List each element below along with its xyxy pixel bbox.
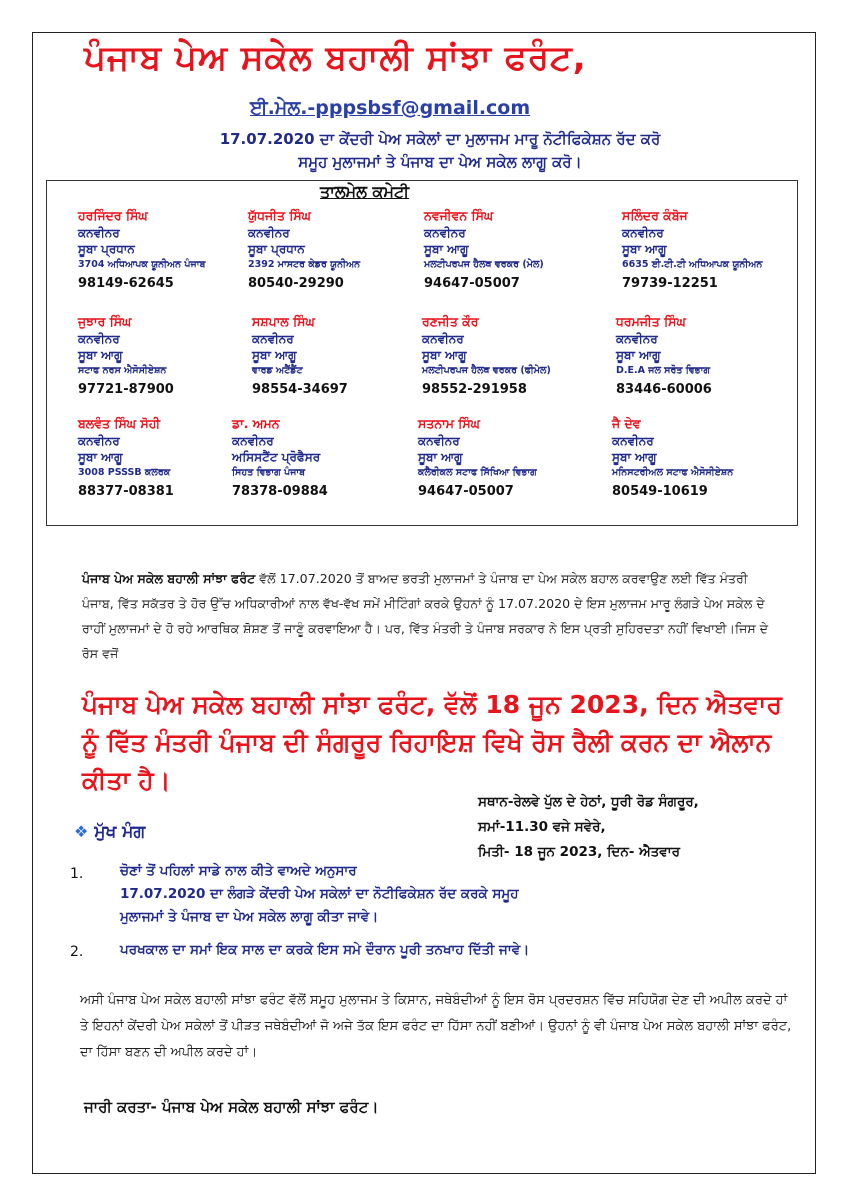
appeal-paragraph: ਅਸੀ ਪੰਜਾਬ ਪੇਅ ਸਕੇਲ ਬਹਾਲੀ ਸਾਂਝਾ ਫਰੰਟ ਵੱਲੋਂ ਸਮੂਹ ਮੁਲਾਜਮ ਤੇ ਕਿਸਾਨ, ਜਥੇਬੰਦੀਆਂ ਨੂੰ ਇਸ ਰੋਸ ਪ੍ਰਦਰਸ਼ਨ ਵਿੱਚ ਸਹਿਯੋਗ ਦੇਣ ਦੀ ਅਪੀਲ ਕਰਦੇ ਹਾਂ ਤੇ ਇਹਨਾਂ ਕੇਂਦਰੀ ਪੇਅ ਸਕੇਲਾਂ ਤੋਂ ਪੀੜਤ ਜਥੇਬੰਦੀਆਂ ਜੋ ਅਜੇ ਤੱਕ ਇਸ ਫਰੰਟ ਦਾ ਹਿੱਸਾ ਨਹੀਂ ਬਣੀਆਂ। ਉਹਨਾਂ ਨੂੰ ਵੀ ਪੰਜਾਬ ਪੇਅ ਸਕੇਲ ਬਹਾਲੀ ਸਾਂਝਾ ਫਰੰਟ, ਦਾ ਹਿੱਸਾ ਬਣਨ ਦੀ ਅਪੀਲ ਕਰਦੇ ਹਾਂ।	[80, 993, 792, 1060]
member-phone: 83446-60006	[616, 382, 712, 397]
member-post: ਸੂਬਾ ਆਗੂ	[418, 450, 463, 464]
demand-item	[120, 939, 529, 962]
member-role: ਕਨਵੀਨਰ	[612, 434, 654, 448]
member-role: ਕਨਵੀਨਰ	[418, 434, 460, 448]
committee-member	[612, 416, 797, 502]
member-org: 6635 ਈ.ਟੀ.ਟੀ ਅਧਿਆਪਕ ਯੂਨੀਅਨ	[622, 259, 763, 270]
member-phone: 94647-05007	[424, 276, 520, 291]
member-name: ਡਾ. ਅਮਨ	[232, 416, 280, 431]
member-role: ਕਨਵੀਨਰ	[232, 434, 274, 448]
member-role: ਕਨਵੀਨਰ	[78, 332, 120, 346]
subtitle-line-2: ਸਮੂਹ ਮੁਲਾਜਮਾਂ ਤੇ ਪੰਜਾਬ ਦਾ ਪੇਅ ਸਕੇਲ ਲਾਗੂ ਕਰੋ।	[298, 153, 582, 171]
member-post: ਸੂਬਾ ਆਗੂ	[78, 450, 123, 464]
venue-time: ਸਮਾਂ-11.30 ਵਜੇ ਸਵੇਰੇ,	[478, 819, 606, 835]
committee-member	[418, 416, 603, 502]
member-post: ਸੂਬਾ ਆਗੂ	[422, 348, 467, 362]
member-org: ਸਟਾਫ ਨਰਸ ਐਸੋਸੀਏਸ਼ਨ	[78, 365, 167, 376]
member-name: ਸਸ਼ਪਾਲ ਸਿੰਘ	[252, 314, 315, 329]
member-name: ਰਣਜੀਤ ਕੌਰ	[422, 314, 479, 329]
member-org: D.E.A ਜਲ ਸਰੋਤ ਵਿਭਾਗ	[616, 365, 710, 376]
member-role: ਕਨਵੀਨਰ	[424, 226, 466, 240]
member-phone: 78378-09884	[232, 484, 328, 499]
member-post: ਸੂਬਾ ਆਗੂ	[616, 348, 661, 362]
member-post: ਸੂਬਾ ਆਗੂ	[622, 242, 667, 256]
diamond-bullet-icon: ❖	[74, 822, 89, 841]
committee-member	[252, 314, 437, 400]
demands-heading	[74, 822, 145, 842]
member-name: ਧਰਮਜੀਤ ਸਿੰਘ	[616, 314, 686, 329]
issued-by: ਜਾਰੀ ਕਰਤਾ- ਪੰਜਾਬ ਪੇਅ ਸਕੇਲ ਬਹਾਲੀ ਸਾਂਝਾ ਫਰੰਟ।	[84, 1098, 379, 1116]
demand-line: ਮੁਲਾਜਮਾਂ ਤੇ ਪੰਜਾਬ ਦਾ ਪੇਅ ਸਕੇਲ ਲਾਗੂ ਕੀਤਾ ਜਾਵੇ।	[120, 909, 379, 925]
member-post: ਸੂਬਾ ਆਗੂ	[424, 242, 469, 256]
member-post: ਸੂਬਾ ਆਗੂ	[252, 348, 297, 362]
venue-details	[478, 790, 808, 860]
committee-title: ਤਾਲਮੇਲ ਕਮੇਟੀ	[320, 182, 410, 201]
committee-member	[622, 208, 807, 294]
committee-member	[78, 314, 263, 400]
committee-member	[232, 416, 417, 502]
member-role: ਕਨਵੀਨਰ	[422, 332, 464, 346]
page-title: ਪੰਜਾਬ ਪੇਅ ਸਕੇਲ ਬਹਾਲੀ ਸਾਂਝਾ ਫਰੰਟ,	[84, 38, 587, 78]
demand-number: 1.	[70, 866, 84, 882]
committee-member	[422, 314, 607, 400]
member-name: ਸਲਿੰਦਰ ਕੰਬੋਜ	[622, 208, 688, 223]
member-post: ਸੂਬਾ ਪ੍ਰਧਾਨ	[248, 242, 305, 256]
member-org: ਵਾਰਡ ਅਟੈਂਡੈਂਟ	[252, 365, 303, 376]
member-post: ਅਸਿਸਟੈਂਟ ਪ੍ਰੋਫੈਸਰ	[232, 450, 321, 464]
member-org: ਕਲੈਰੀਕਲ ਸਟਾਫ ਸਿੱਖਿਆ ਵਿਭਾਗ	[418, 467, 537, 478]
member-org: ਸਿਹਤ ਵਿਭਾਗ ਪੰਜਾਬ	[232, 467, 306, 478]
demand-line: 17.07.2020 ਦਾ ਲੰਗੜੇ ਕੇਂਦਰੀ ਪੇਅ ਸਕੇਲਾਂ ਦਾ ਨੋਟੀਫਿਕੇਸ਼ਨ ਰੱਦ ਕਰਕੇ ਸਮੂਹ	[120, 886, 519, 902]
member-post: ਸੂਬਾ ਆਗੂ	[78, 348, 123, 362]
member-name: ਹਰਜਿੰਦਰ ਸਿੰਘ	[78, 208, 148, 223]
member-org: ਮਨਿਸਟਰੀਅਲ ਸਟਾਫ ਐਸੋਸੀਏਸ਼ਨ	[612, 467, 734, 478]
member-phone: 79739-12251	[622, 276, 718, 291]
member-name: ਨਵਜੀਵਨ ਸਿੰਘ	[424, 208, 494, 223]
member-role: ਕਨਵੀਨਰ	[622, 226, 664, 240]
member-phone: 98552-291958	[422, 382, 527, 397]
member-name: ਜੈ ਦੇਵ	[612, 416, 641, 431]
member-phone: 80540-29290	[248, 276, 344, 291]
member-name: ਯੁੱਧਜੀਤ ਸਿੰਘ	[248, 208, 311, 223]
member-org: 2392 ਮਾਸਟਰ ਕੇਡਰ ਯੂਨੀਅਨ	[248, 259, 361, 270]
member-role: ਕਨਵੀਨਰ	[78, 434, 120, 448]
member-org: 3008 PSSSB ਕਲਰਕ	[78, 467, 171, 478]
intro-text: ਵੱਲੋਂ 17.07.2020 ਤੋਂ ਬਾਅਦ ਭਰਤੀ ਮੁਲਾਜਮਾਂ ਤੇ ਪੰਜਾਬ ਦਾ ਪੇਅ ਸਕੇਲ ਬਹਾਲ ਕਰਵਾਉਣ ਲਈ ਵਿੱਤ ਮੰਤਰੀ ਪੰਜਾਬ, ਵਿੱਤ ਸਕੱਤਰ ਤੇ ਹੋਰ ਉੱਚ ਅਧਿਕਾਰੀਆਂ ਨਾਲ ਵੱਖ-ਵੱਖ ਸਮੇਂ ਮੀਟਿੰਗਾਂ ਕਰਕੇ ਉਹਨਾਂ ਨੂੰ 17.07.2020 ਦੇ ਇਸ ਮੁਲਾਜਮ ਮਾਰੂ ਲੰਗੜੇ ਪੇਅ ਸਕੇਲ ਦੇ ਰਾਹੀਂ ਮੁਲਾਜਮਾਂ ਦੇ ਹੋ ਰਹੇ ਆਰਥਿਕ ਸ਼ੋਸ਼ਣ ਤੋਂ ਜਾਣੂੰ ਕਰਵਾਇਆ ਹੈ। ਪਰ, ਵਿੱਤ ਮੰਤਰੀ ਤੇ ਪੰਜਾਬ ਸਰਕਾਰ ਨੇ ਇਸ ਪ੍ਰਤੀ ਸੁਹਿਰਦਤਾ ਨਹੀਂ ਵਿਖਾਈ।ਜਿਸ ਦੇ ਰੋਸ ਵਜੋਂ	[82, 571, 769, 661]
demand-line: ਪਰਖਕਾਲ ਦਾ ਸਮਾਂ ਇਕ ਸਾਲ ਦਾ ਕਰਕੇ ਇਸ ਸਮੇ ਦੌਰਾਨ ਪੂਰੀ ਤਨਖਾਹ ਦਿੱਤੀ ਜਾਵੇ।	[120, 942, 530, 958]
subtitle-line-1: 17.07.2020 ਦਾ ਕੇਂਦਰੀ ਪੇਅ ਸਕੇਲਾਂ ਦਾ ਮੁਲਾਜਮ ਮਾਰੂ ਨੋਟੀਫਿਕੇਸ਼ਨ ਰੱਦ ਕਰੋ	[219, 130, 661, 148]
demands-title: ਮੁੱਖ ਮੰਗ	[94, 822, 146, 842]
member-phone: 98554-34697	[252, 382, 348, 397]
committee-member	[424, 208, 609, 294]
member-org: 3704 ਅਧਿਆਪਕ ਯੂਨੀਅਨ ਪੰਜਾਬ	[78, 259, 206, 270]
committee-member	[78, 208, 263, 294]
member-org: ਮਲਟੀਪਰਪਜ ਹੈਲਥ ਵਰਕਰ (ਫੀਮੇਲ)	[422, 365, 551, 376]
email-link[interactable]: ਈ.ਮੇਲ.-pppsbsf@gmail.com	[250, 97, 531, 119]
rally-announcement: ਪੰਜਾਬ ਪੇਅ ਸਕੇਲ ਬਹਾਲੀ ਸਾਂਝਾ ਫਰੰਟ, ਵੱਲੋਂ 18 ਜੂਨ 2023, ਦਿਨ ਐਤਵਾਰ ਨੂੰ ਵਿੱਤ ਮੰਤਰੀ ਪੰਜਾਬ ਦੀ ਸੰਗਰੂਰ ਰਿਹਾਇਸ਼ ਵਿਖੇ ਰੋਸ ਰੈਲੀ ਕਰਨ ਦਾ ਐਲਾਨ ਕੀਤਾ ਹੈ।	[82, 690, 782, 795]
member-role: ਕਨਵੀਨਰ	[78, 226, 120, 240]
committee-member	[616, 314, 801, 400]
member-phone: 97721-87900	[78, 382, 174, 397]
member-post: ਸੂਬਾ ਪ੍ਰਧਾਨ	[78, 242, 135, 256]
demand-item	[120, 860, 519, 929]
member-phone: 80549-10619	[612, 484, 708, 499]
member-role: ਕਨਵੀਨਰ	[252, 332, 294, 346]
committee-member	[248, 208, 433, 294]
member-role: ਕਨਵੀਨਰ	[616, 332, 658, 346]
member-role: ਕਨਵੀਨਰ	[248, 226, 290, 240]
member-name: ਜੁਝਾਰ ਸਿੰਘ	[78, 314, 132, 329]
demand-number: 2.	[70, 944, 84, 960]
member-phone: 94647-05007	[418, 484, 514, 499]
demand-line: ਚੋਣਾਂ ਤੋਂ ਪਹਿਲਾਂ ਸਾਡੇ ਨਾਲ ਕੀਤੇ ਵਾਅਦੇ ਅਨੁਸਾਰ	[120, 863, 357, 879]
member-org: ਮਲਟੀਪਰਪਜ ਹੈਲਥ ਵਰਕਰ (ਮੇਲ)	[424, 259, 544, 270]
member-post: ਸੂਬਾ ਆਗੂ	[612, 450, 657, 464]
intro-paragraph	[82, 566, 782, 666]
venue-place: ਸਥਾਨ-ਰੇਲਵੇ ਪੁੱਲ ਦੇ ਹੇਠਾਂ, ਧੂਰੀ ਰੋਡ ਸੰਗਰੂਰ,	[478, 794, 699, 810]
member-phone: 98149-62645	[78, 276, 174, 291]
member-name: ਬਲਵੰਤ ਸਿੰਘ ਸੋਹੀ	[78, 416, 161, 431]
front-name-lead: ਪੰਜਾਬ ਪੇਅ ਸਕੇਲ ਬਹਾਲੀ ਸਾਂਝਾ ਫਰੰਟ	[82, 571, 256, 586]
member-phone: 88377-08381	[78, 484, 174, 499]
member-name: ਸਤਨਾਮ ਸਿੰਘ	[418, 416, 480, 431]
venue-date: ਮਿਤੀ- 18 ਜੂਨ 2023, ਦਿਨ- ਐਤਵਾਰ	[478, 844, 680, 860]
